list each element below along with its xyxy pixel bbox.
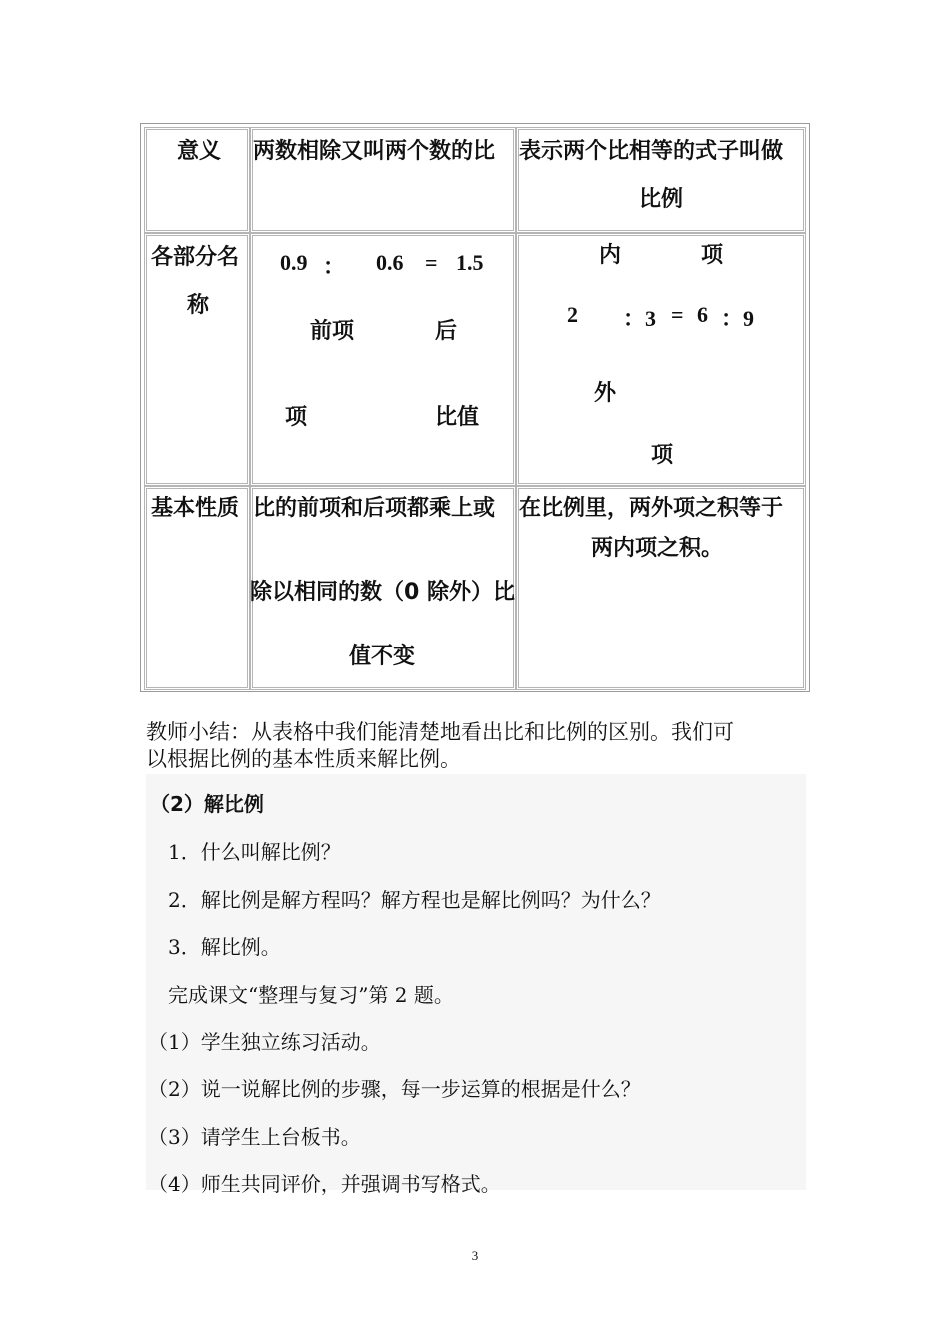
list-item: （2）说一说解比例的步骤，每一步运算的根据是什么？ [148,1077,641,1101]
list-item: （4）师生共同评价，并强调书写格式。 [148,1172,501,1196]
proportion-property-line1: 在比例里，两外项之积等于 [519,496,784,521]
ratio-label-front: 前项 [310,319,355,344]
ratio-equals: = [425,250,438,275]
ratio-parts-cell [250,233,516,486]
ratio-meaning-cell [250,127,516,233]
prop-outer-1: 外 [594,381,617,406]
list-item: 3．解比例。 [168,935,281,959]
list-item: 1．什么叫解比例？ [168,840,341,864]
section-heading: （2）解比例 [150,792,264,816]
ratio-label-back-2: 项 [285,405,308,430]
row-label-meaning: 意义 [177,139,222,164]
prop-inner-2: 项 [701,243,724,268]
proportion-parts-cell [516,233,806,486]
row-meaning-label-cell [144,127,250,233]
prop-inner-1: 内 [599,243,622,268]
row-label-parts-line1: 各部分名 [151,245,240,270]
prop-term-2: ：3 [623,306,657,331]
proportion-meaning-line2: 比例 [639,187,684,212]
ratio-label-back-1: 后 [435,319,458,344]
list-item: 完成课文“整理与复习”第 2 题。 [168,983,454,1007]
row-label-property: 基本性质 [151,496,240,521]
ratio-term-front: 0.9 [280,250,308,275]
ratio-property-line1: 比的前项和后项都乘上或 [253,496,496,521]
ratio-meaning-text: 两数相除又叫两个数的比 [253,139,496,164]
section-panel [146,774,806,1196]
prop-term-3: 6 [697,302,708,327]
prop-outer-2: 项 [651,443,674,468]
ratio-property-line3: 值不变 [349,644,416,669]
prop-equals: = [671,302,684,327]
proportion-meaning-cell [516,127,806,233]
summary-line2: 以根据比例的基本性质来解比例。 [146,747,461,771]
page-number: 3 [471,1248,479,1263]
row-parts-label-cell [144,233,250,486]
prop-term-4: ：9 [721,306,755,331]
ratio-value: 1.5 [456,250,484,275]
summary-line1: 教师小结：从表格中我们能清楚地看出比和比例的区别。我们可 [146,720,734,744]
comparison-table [140,123,810,692]
proportion-meaning-line1: 表示两个比相等的式子叫做 [519,139,784,164]
list-item: （3）请学生上台板书。 [148,1125,361,1149]
list-item: （1）学生独立练习活动。 [148,1030,381,1054]
prop-term-1: 2 [567,302,578,327]
ratio-colon: ： [323,254,346,279]
proportion-property-cell [516,486,806,690]
row-label-parts-line2: 称 [187,293,210,318]
row-property-label-cell [144,486,250,690]
ratio-property-cell [250,486,516,690]
proportion-property-line2: 两内项之积。 [591,536,724,561]
ratio-property-line2: 除以相同的数（0 除外）比 [250,580,515,605]
ratio-term-back: 0.6 [376,250,404,275]
list-item: 2．解比例是解方程吗？解方程也是解比例吗？为什么？ [168,888,661,912]
ratio-label-value: 比值 [435,405,480,430]
